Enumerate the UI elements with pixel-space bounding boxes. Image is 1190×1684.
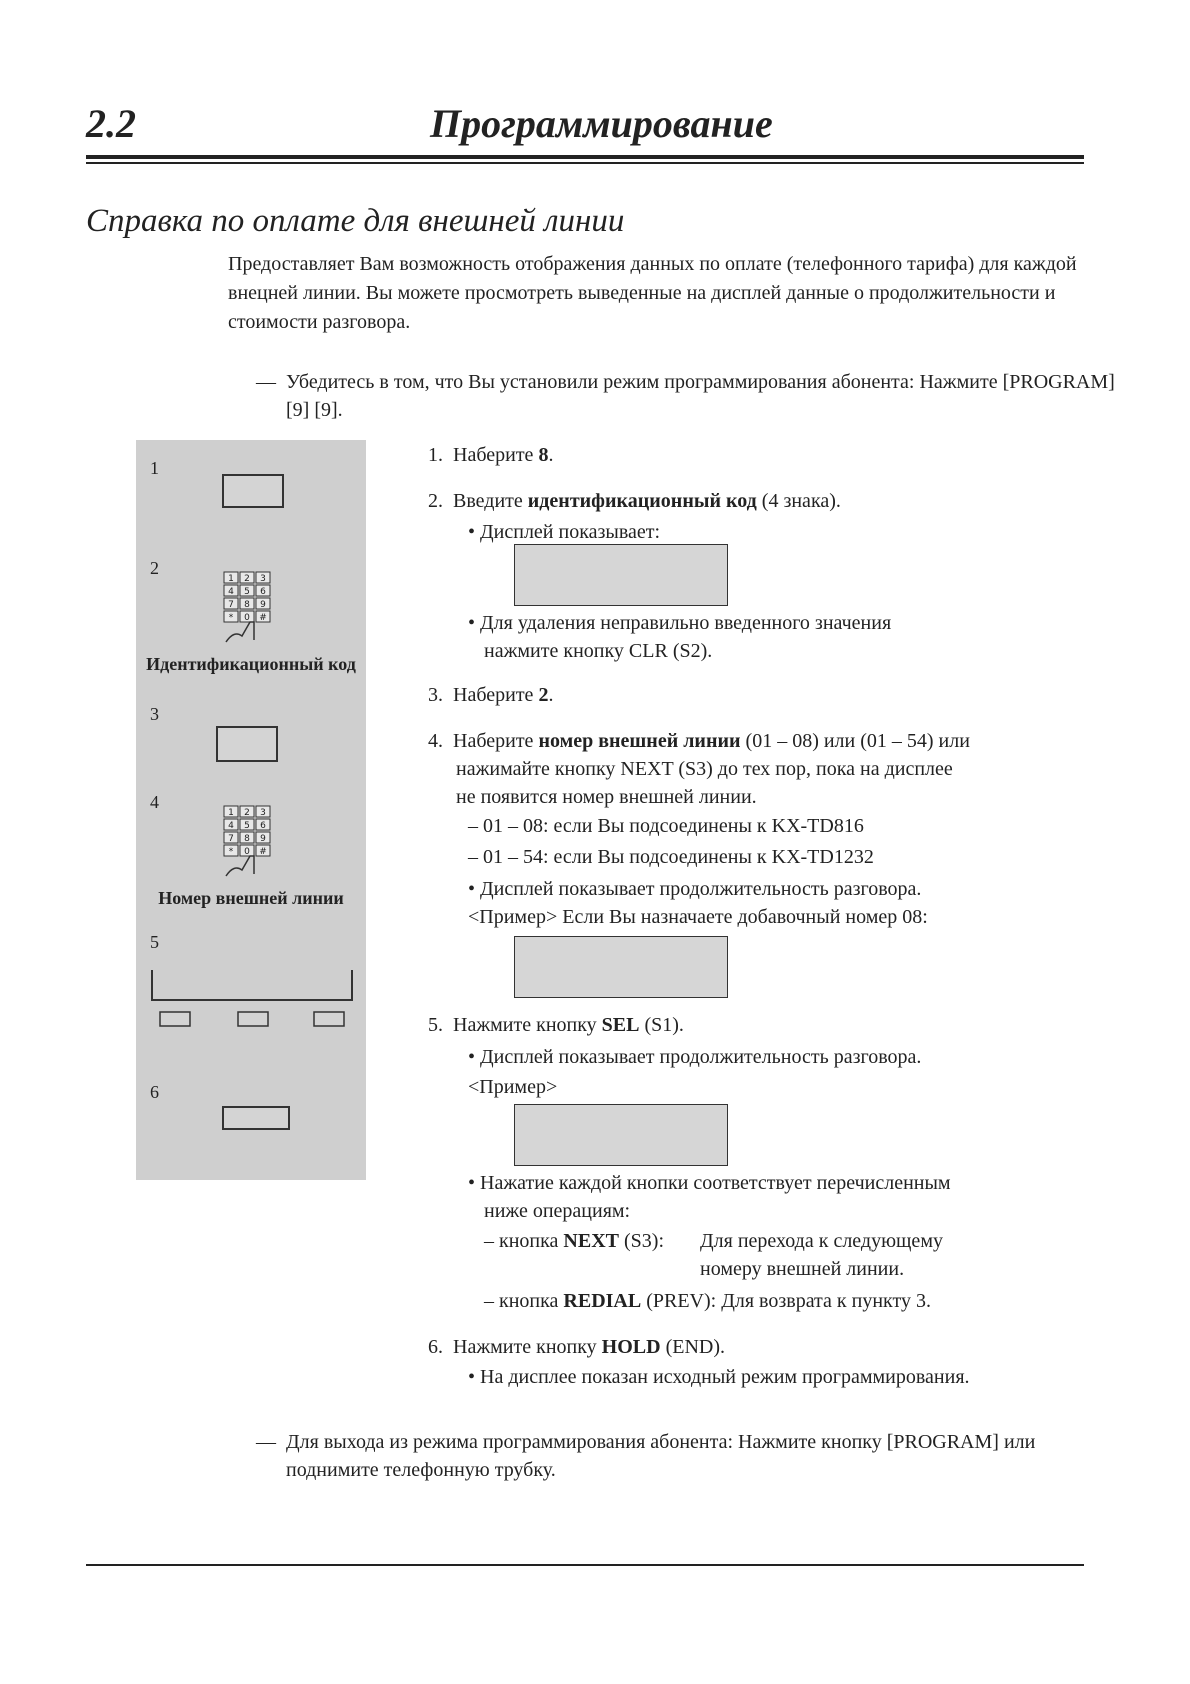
display-screen <box>514 544 728 606</box>
step-5-example: <Пример> <box>468 1076 558 1098</box>
keypad-key-label: 6 <box>260 821 266 831</box>
page-subtitle: Справка по оплате для внешней линии <box>86 203 625 239</box>
step-5-bullet-2 <box>468 1172 951 1195</box>
keypad-key-label: 9 <box>260 600 266 610</box>
step-number: 5. <box>428 1014 443 1036</box>
display-soft-keys-icon <box>150 970 354 1030</box>
step-5 <box>428 1014 684 1037</box>
keypad-key-label: 5 <box>244 821 250 831</box>
step-2-bullet-1 <box>468 521 660 544</box>
step-indicator-4: 4 <box>150 792 159 812</box>
step-5-bullet-2-cont: ниже операциям: <box>484 1200 631 1222</box>
keypad-key-label: 7 <box>228 600 234 610</box>
keypad-key-label: 1 <box>228 808 234 818</box>
op-bold: NEXT <box>563 1230 619 1252</box>
intro-paragraph: Предоставляет Вам возможность отображения данных по оплате (телефонного тарифа) для каждой внецней линии. Вы можете просмотреть выведенные на дисплей данные о продолжительности и стоимости разговора. <box>228 253 1077 333</box>
step-2-bullet-2 <box>468 612 891 635</box>
keypad-key-label: * <box>228 613 234 623</box>
step-indicator-2: 2 <box>150 558 159 578</box>
step-6-bullet <box>468 1366 970 1389</box>
pre-note-text: Убедитесь в том, что Вы установили режим программирования абонента: Нажмите [PROGRAM] [9] [9]. <box>286 371 1115 421</box>
keypad-icon <box>220 570 276 646</box>
bullet-text: Дисплей показывает продолжительность разговора. <box>480 1046 922 1068</box>
step-indicator-3: 3 <box>150 704 159 724</box>
step-4-bullet <box>468 878 921 901</box>
pre-note <box>256 368 1116 424</box>
keypad-key-label: 8 <box>244 834 250 844</box>
keypad-key-label: 0 <box>244 613 250 623</box>
step-number: 6. <box>428 1336 443 1358</box>
finger-icon <box>226 856 254 876</box>
bullet-text: Нажатие каждой кнопки соответствует перечисленным <box>480 1172 951 1194</box>
keypad-key-label: 4 <box>228 821 234 831</box>
step-6 <box>428 1336 725 1359</box>
op-text: – кнопка <box>484 1230 564 1252</box>
note-dash: — <box>256 1431 276 1453</box>
step-text: Нажмите кнопку <box>453 1336 602 1358</box>
step-3 <box>428 684 553 707</box>
step-4-option-1: – 01 – 08: если Вы подсоединены к KX-TD816 <box>468 815 864 837</box>
step-number: 2. <box>428 490 443 512</box>
keypad-key-label: 6 <box>260 587 266 597</box>
note-dash: — <box>256 371 276 393</box>
step-indicator-6: 6 <box>150 1082 159 1102</box>
step-5-op-redial <box>484 1290 931 1313</box>
step-5-op-next <box>484 1230 664 1253</box>
step-text: Введите <box>453 490 528 512</box>
bullet: • <box>468 1172 476 1194</box>
step-bold: 2 <box>538 684 549 706</box>
footer-rule <box>86 1564 1084 1566</box>
keypad-key-label: 4 <box>228 587 234 597</box>
op-text: – кнопка <box>484 1290 564 1312</box>
dial-button-icon <box>216 726 278 762</box>
op-text: (PREV): Для возврата к пункту 3. <box>641 1290 931 1312</box>
step-bold: 8 <box>538 444 549 466</box>
keypad-key-label: # <box>259 847 267 857</box>
post-note-text: Для выхода из режима программирования абонента: Нажмите кнопку [PROGRAM] или поднимите телефонную трубку. <box>286 1431 1036 1481</box>
step-bold: SEL <box>601 1014 640 1036</box>
step-5-op-next-desc: Для перехода к следующему <box>700 1230 943 1252</box>
keypad-key-label: 3 <box>260 808 266 818</box>
bullet-text: Дисплей показывает продолжительность разговора. <box>480 878 922 900</box>
keypad-key-label: 9 <box>260 834 266 844</box>
step-text: (4 знака). <box>756 490 841 512</box>
step-bold: номер внешней линии <box>538 730 741 752</box>
keypad-key-label: 1 <box>228 574 234 584</box>
step-4-example: <Пример> Если Вы назначаете добавочный номер 08: <box>468 906 928 928</box>
op-bold: REDIAL <box>563 1290 642 1312</box>
step-text: Наберите <box>453 730 539 752</box>
step-indicator-1: 1 <box>150 458 159 478</box>
keypad-key-label: 7 <box>228 834 234 844</box>
op-text: (S3): <box>619 1230 664 1252</box>
step-text: (S1). <box>639 1014 684 1036</box>
bullet: • <box>468 1046 476 1068</box>
keypad-key-label: 0 <box>244 847 250 857</box>
keypad-key-label: * <box>228 847 234 857</box>
step-2 <box>428 490 841 513</box>
illustration-panel <box>136 440 366 1180</box>
step-text: . <box>548 684 554 706</box>
header-rule-thin <box>86 162 1084 164</box>
step-text: Нажмите кнопку <box>453 1014 602 1036</box>
keypad-key-label: 2 <box>244 808 250 818</box>
bullet: • <box>468 878 476 900</box>
step-bold: идентификационный код <box>527 490 757 512</box>
step-text: . <box>548 444 554 466</box>
keypad-icon <box>220 804 276 880</box>
step-4-line-2: нажимайте кнопку NEXT (S3) до тех пор, пока на дисплее <box>456 758 953 780</box>
step-text: (END). <box>660 1336 726 1358</box>
step-bold: HOLD <box>601 1336 661 1358</box>
keypad-key-label: # <box>259 613 267 623</box>
step-number: 3. <box>428 684 443 706</box>
step-5-bullet-1 <box>468 1046 921 1069</box>
step-text: Наберите <box>453 444 539 466</box>
step-4 <box>428 730 970 753</box>
program-button-icon <box>222 474 284 508</box>
step-text: (01 – 08) или (01 – 54) или <box>740 730 970 752</box>
bullet-text: Для удаления неправильно введенного значения <box>480 612 892 634</box>
keypad-key-label: 8 <box>244 600 250 610</box>
section-number: 2.2 <box>86 101 136 146</box>
step-text: Наберите <box>453 684 539 706</box>
post-note <box>256 1428 1116 1484</box>
id-code-label: Идентификационный код <box>146 654 356 674</box>
step-number: 1. <box>428 444 443 466</box>
step-4-line-3: не появится номер внешней линии. <box>456 786 757 808</box>
step-indicator-5: 5 <box>150 932 159 952</box>
display-screen <box>514 1104 728 1166</box>
bullet: • <box>468 1366 476 1388</box>
display-screen <box>514 936 728 998</box>
line-number-label: Номер внешней линии <box>158 888 344 908</box>
finger-icon <box>226 622 254 642</box>
bullet-text: На дисплее показан исходный режим программирования. <box>480 1366 970 1388</box>
hold-button-icon <box>222 1106 290 1130</box>
step-1 <box>428 444 553 467</box>
keypad-key-label: 5 <box>244 587 250 597</box>
step-number: 4. <box>428 730 443 752</box>
step-4-option-2: – 01 – 54: если Вы подсоединены к KX-TD1232 <box>468 846 874 868</box>
keypad-key-label: 3 <box>260 574 266 584</box>
keypad-key-label: 2 <box>244 574 250 584</box>
step-5-op-next-desc-2: номеру внешней линии. <box>700 1258 905 1280</box>
bullet: • <box>468 612 476 634</box>
bullet-text: Дисплей показывает: <box>480 521 661 543</box>
bullet: • <box>468 521 476 543</box>
step-2-bullet-2-cont: нажмите кнопку CLR (S2). <box>484 640 713 662</box>
section-title: Программирование <box>430 101 773 146</box>
header-rule-thick <box>86 155 1084 159</box>
